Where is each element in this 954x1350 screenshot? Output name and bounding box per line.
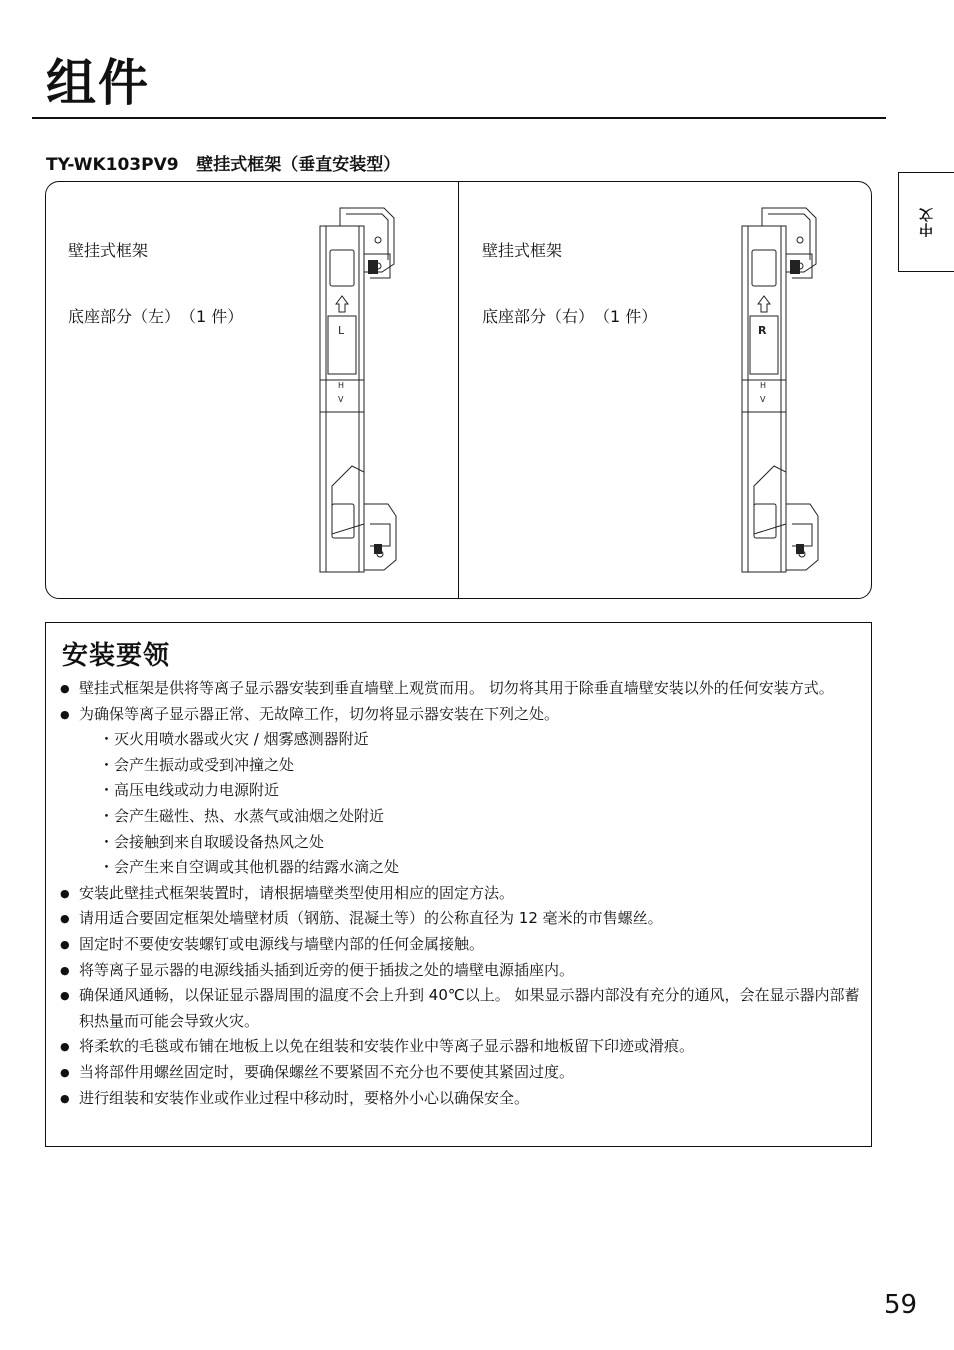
bracket-right-drawing <box>734 204 824 580</box>
list-item: ● 壁挂式框架是供将等离子显示器安装到垂直墙壁上观赏而用。 切勿将其用于除垂直墙壁安装以外的任何安装方式。 <box>60 676 860 702</box>
part-left-desc: 底座部分（左） （1 件） <box>68 307 244 326</box>
sub-list-item: ・会接触到来自取暖设备热风之处 <box>99 832 325 851</box>
page-title: 组件 <box>46 54 150 112</box>
sub-list-item: ・高压电线或动力电源附近 <box>99 781 280 800</box>
parts-divider <box>458 181 459 599</box>
list-item: ● 将柔软的毛毯或布铺在地板上以免在组装和安装作业中等离子显示器和地板留下印迹或滑痕。 <box>60 1034 860 1060</box>
bracket-left-v: V <box>338 395 344 404</box>
list-item: ● 请用适合要固定框架处墙壁材质（钢筋、混凝土等）的公称直径为 12 毫米的市售螺丝。 <box>60 906 860 932</box>
list-item: ● 为确保等离子显示器正常、无故障工作，切勿将显示器安装在下列之处。 <box>60 702 860 728</box>
language-tab-label: 中文 <box>918 207 935 237</box>
list-item: ● 当将部件用螺丝固定时，要确保螺丝不要紧固不充分也不要使其紧固过度。 <box>60 1060 860 1086</box>
sub-list-item: ・会产生来自空调或其他机器的结露水滴之处 <box>99 858 400 877</box>
part-left-name: 壁挂式框架 <box>68 241 149 260</box>
part-left-label <box>68 196 243 350</box>
list-item: ● 确保通风通畅，以保证显示器周围的温度不会上升到 40℃以上。 如果显示器内部没有充分的通风，会在显示器内部蓄积热量而可能会导致火灾。 <box>60 983 860 1034</box>
section-subtitle: TY-WK103PV9 壁挂式框架（垂直安装型） <box>46 155 401 175</box>
notes-list <box>60 676 860 1111</box>
page-number: 59 <box>884 1290 918 1320</box>
part-right-name: 壁挂式框架 <box>482 241 563 260</box>
list-item: ● 安装此壁挂式框架装置时，请根据墙壁类型使用相应的固定方法。 <box>60 881 860 907</box>
list-item: ● 将等离子显示器的电源线插头插到近旁的便于插拔之处的墙壁电源插座内。 <box>60 958 860 984</box>
bracket-right-h: H <box>760 381 767 390</box>
title-rule <box>32 117 886 119</box>
bracket-left-mark: L <box>338 324 345 337</box>
list-item: ● 固定时不要使安装螺钉或电源线与墙壁内部的任何金属接触。 <box>60 932 860 958</box>
sub-list-item: ・会产生振动或受到冲撞之处 <box>99 755 295 774</box>
sub-list-item: ・会产生磁性、热、水蒸气或油烟之处附近 <box>99 806 385 825</box>
bracket-left-drawing <box>312 204 402 580</box>
list-item: ● 进行组装和安装作业或作业过程中移动时，要格外小心以确保安全。 <box>60 1086 860 1112</box>
language-tab <box>898 172 954 272</box>
part-right-label <box>482 196 657 350</box>
bracket-left-h: H <box>338 381 345 390</box>
part-right-desc: 底座部分（右） （1 件） <box>482 307 658 326</box>
bracket-right-v: V <box>760 395 766 404</box>
notes-heading: 安装要领 <box>62 641 171 671</box>
bracket-right-mark: R <box>758 324 767 337</box>
sub-list-item: ・灭火用喷水器或火灾 / 烟雾感测器附近 <box>99 730 369 749</box>
